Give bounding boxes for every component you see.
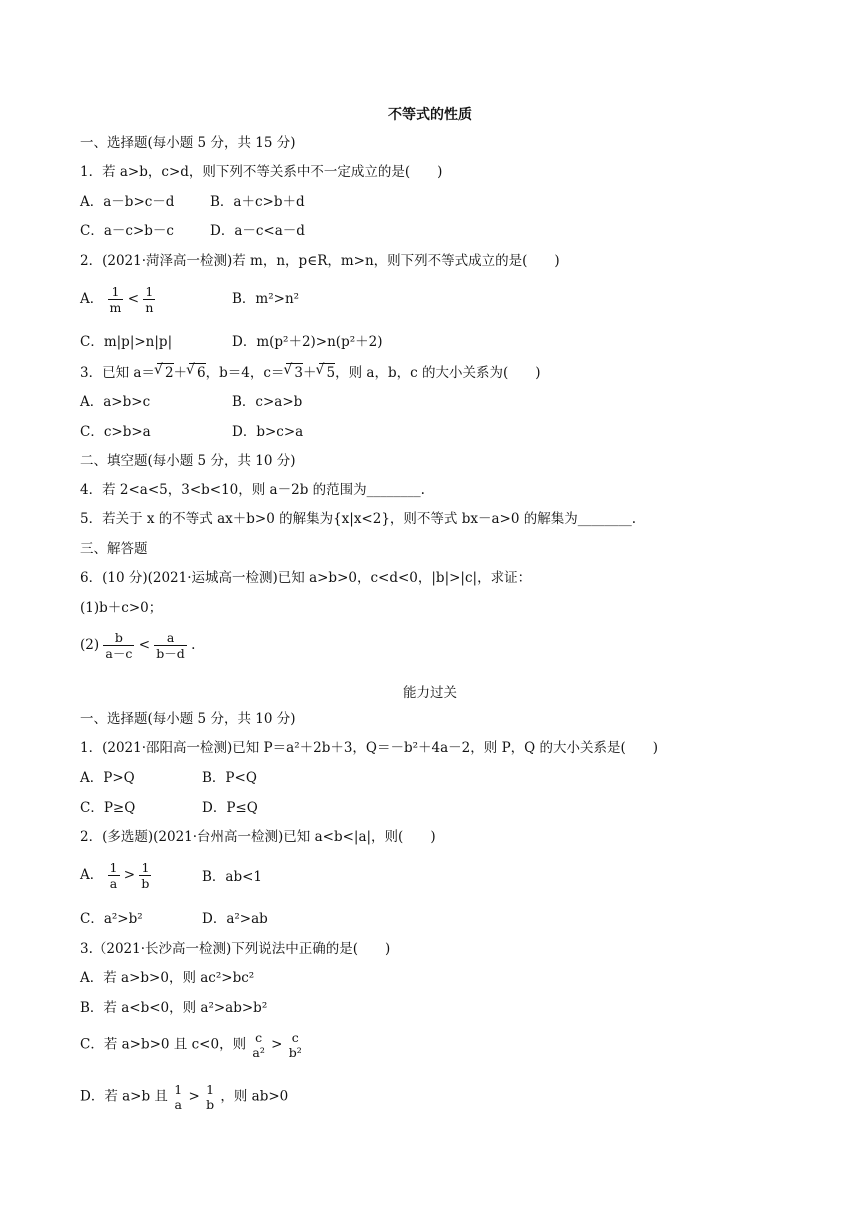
plus-sign: ＋ xyxy=(303,365,317,381)
numerator: a xyxy=(154,630,187,646)
fraction xyxy=(103,630,134,661)
plus-sign: ＋ xyxy=(173,365,188,381)
denominator: a² xyxy=(252,1045,265,1060)
question-1-stem: 1．(2021·邵阳高一检测)已知 P＝a²＋2b＋3，Q＝－b²＋4a－2，则 P，Q 的大小关系是( ) xyxy=(80,740,659,756)
denominator: a－c xyxy=(105,646,133,661)
question-5: 5．若关于 x 的不等式 ax＋b>0 的解集为{x|x<2}，则不等式 bx－a>0 的解集为________. xyxy=(80,511,637,527)
part-label: (2) xyxy=(80,637,100,653)
page-title: 不等式的性质 xyxy=(388,107,472,123)
denominator: b－d xyxy=(156,646,185,661)
option-a: A．P>Q xyxy=(80,770,135,786)
sqrt-expression xyxy=(155,363,174,382)
option-a: A．a>b>c xyxy=(80,394,151,410)
relation-symbol: < xyxy=(127,291,140,307)
sqrt-expression xyxy=(187,363,206,382)
denominator: m xyxy=(109,300,122,315)
radicand: √ 5 xyxy=(319,363,336,382)
option-c: C．P≥Q xyxy=(80,800,136,816)
radicand: √ 3 xyxy=(286,363,303,382)
denominator: b xyxy=(206,1097,215,1112)
option-b: B．P<Q xyxy=(202,770,257,786)
fraction xyxy=(143,284,155,315)
fraction xyxy=(108,284,124,315)
stem-text: 3．已知 a＝ xyxy=(80,365,155,381)
section-heading: 一、选择题(每小题 5 分，共 10 分) xyxy=(80,711,296,727)
numerator: 1 xyxy=(143,284,155,300)
option-a xyxy=(80,860,151,891)
option-d: D．m(p²＋2)>n(p²＋2) xyxy=(232,334,383,350)
option-label: A． xyxy=(80,291,104,307)
option-d: D．a²>ab xyxy=(202,911,268,927)
option-d: D．b>c>a xyxy=(232,424,304,440)
question-4: 4．若 2<a<5，3<b<10，则 a－2b 的范围为________. xyxy=(80,482,425,498)
stem-text: ，则 a，b，c 的大小关系为( ) xyxy=(335,365,541,381)
sqrt-expression xyxy=(284,363,303,382)
option-c: C．c>b>a xyxy=(80,424,151,440)
relation-symbol: > xyxy=(271,1036,283,1053)
numerator: 1 xyxy=(206,1082,215,1097)
question-3-stem xyxy=(80,363,540,382)
option-a xyxy=(80,284,155,315)
numerator: b xyxy=(103,630,134,646)
stem-text: ，b＝4，c＝ xyxy=(205,365,285,381)
option-c: C．a²>b² xyxy=(80,911,143,927)
relation-symbol: > xyxy=(123,867,136,883)
sqrt-expression xyxy=(317,363,336,382)
section-heading: 三、解答题 xyxy=(80,541,148,557)
question-2-stem: 2．(多选题)(2021·台州高一检测)已知 a<b<|a|，则( ) xyxy=(80,829,436,845)
numerator: 1 xyxy=(108,284,124,300)
option-c: C．m|p|>n|p| xyxy=(80,334,173,350)
numerator: 1 xyxy=(174,1082,183,1097)
option-b: B．a＋c>b＋d xyxy=(210,194,305,210)
fraction xyxy=(204,1082,216,1112)
denominator: b xyxy=(141,876,150,891)
section-title: 能力过关 xyxy=(403,685,457,701)
question-6-part-2 xyxy=(80,630,195,661)
fraction xyxy=(287,1030,304,1060)
fraction xyxy=(108,860,120,891)
section-heading: 二、填空题(每小题 5 分，共 10 分) xyxy=(80,453,296,469)
numerator: c xyxy=(255,1030,263,1045)
option-a: A．若 a>b>0，则 ac²>bc² xyxy=(80,970,255,986)
section-heading: 一、选择题(每小题 5 分，共 15 分) xyxy=(80,135,296,151)
option-d: D．a－c<a－d xyxy=(210,223,305,239)
option-d: D．P≤Q xyxy=(202,800,258,816)
numerator: c xyxy=(291,1030,299,1045)
option-d xyxy=(80,1082,288,1112)
numerator: 1 xyxy=(139,860,151,876)
denominator: a xyxy=(174,1097,182,1112)
period: . xyxy=(191,637,196,653)
option-c xyxy=(80,1030,304,1060)
option-text: C．若 a>b>0 且 c<0，则 xyxy=(80,1036,247,1053)
fraction xyxy=(154,630,187,661)
question-1-stem: 1．若 a>b，c>d，则下列不等关系中不一定成立的是( ) xyxy=(80,164,443,180)
option-c: C．a－c>b－c xyxy=(80,223,174,239)
denominator: n xyxy=(145,300,154,315)
question-2-stem: 2．(2021·菏泽高一检测)若 m，n，p∈R，m>n，则下列不等式成立的是( ) xyxy=(80,253,560,269)
option-b: B．c>a>b xyxy=(232,394,303,410)
relation-symbol: > xyxy=(188,1088,200,1105)
option-text: D．若 a>b 且 xyxy=(80,1088,168,1105)
option-b: B．若 a<b<0，则 a²>ab>b² xyxy=(80,1000,268,1016)
fraction xyxy=(172,1082,184,1112)
radicand: √ 6 xyxy=(189,363,206,382)
denominator: a xyxy=(109,876,118,891)
question-6-part-1: (1)b＋c>0； xyxy=(80,600,163,616)
numerator: 1 xyxy=(109,860,118,875)
fraction xyxy=(250,1030,266,1060)
fraction xyxy=(139,860,151,891)
relation-symbol: < xyxy=(138,637,150,653)
option-text: ，则 ab>0 xyxy=(220,1088,289,1105)
option-a: A．a－b>c－d xyxy=(80,194,175,210)
radicand: √ 2 xyxy=(157,363,174,382)
option-b: B．ab<1 xyxy=(202,869,263,885)
option-label: A． xyxy=(80,867,104,883)
question-3-stem: 3.（2021·长沙高一检测)下列说法中正确的是( ) xyxy=(80,941,391,957)
option-b: B．m²>n² xyxy=(232,291,300,307)
denominator: b² xyxy=(288,1045,302,1060)
question-6-stem: 6．(10 分)(2021·运城高一检测)已知 a>b>0，c<d<0，|b|>|c|，求证： xyxy=(80,570,532,586)
